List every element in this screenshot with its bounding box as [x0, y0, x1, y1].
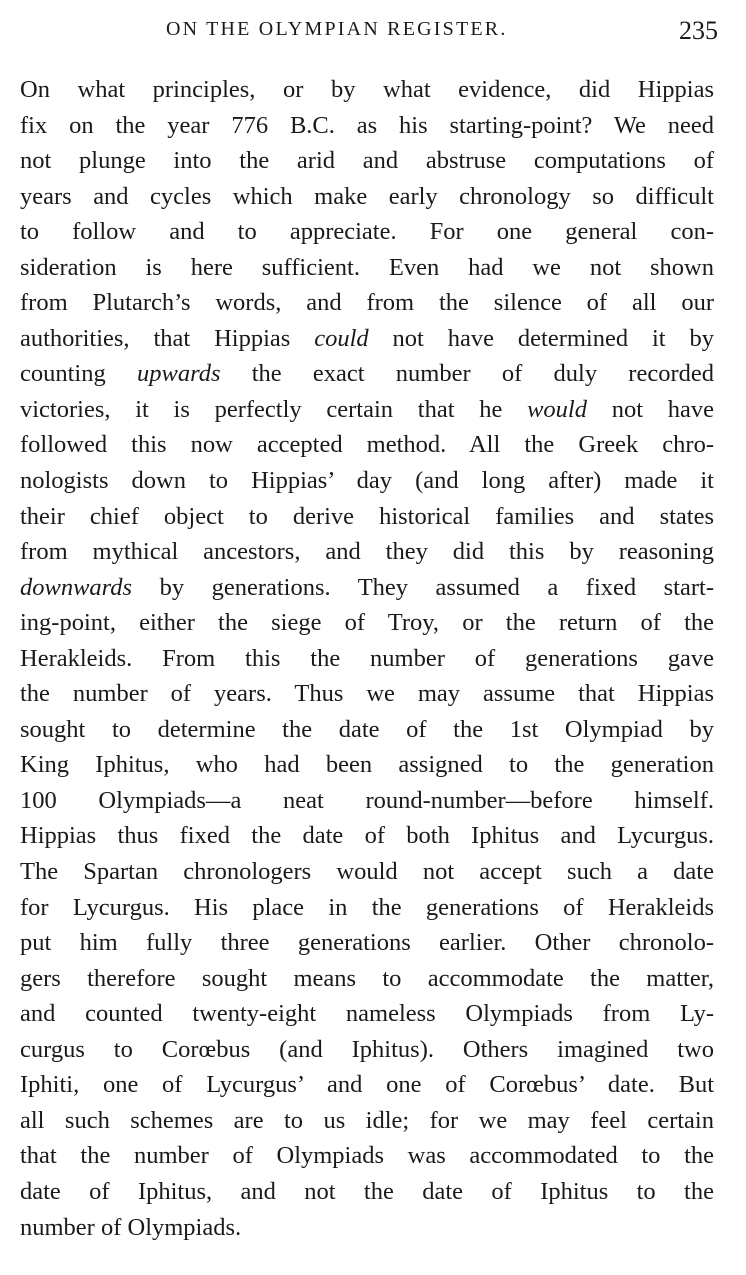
text-line: [20, 214, 714, 250]
text-segment: authorities, that Hippias: [20, 324, 315, 352]
text-line: [20, 854, 714, 890]
text-segment: fix on the year 776 B.C. as his starting-point? We need: [20, 111, 714, 139]
text-line: [20, 285, 714, 321]
text-segment: sought to determine the date of the 1st Olympiad by: [20, 715, 714, 743]
text-line: [20, 250, 714, 286]
text-line: [20, 179, 714, 215]
text-segment: date of Iphitus, and not the date of Iphitus to the: [20, 1177, 714, 1205]
text-segment: curgus to Corœbus (and Iphitus). Others imagined two: [20, 1035, 714, 1063]
text-line: [20, 676, 714, 712]
text-segment: their chief object to derive historical families and states: [20, 502, 714, 530]
text-segment: King Iphitus, who had been assigned to the generation: [20, 751, 714, 779]
text-segment: 100 Olympiads—a neat round-number—before himself.: [20, 786, 714, 814]
text-line: [20, 818, 714, 854]
text-segment: Hippias thus fixed the date of both Iphitus and Lycurgus.: [20, 822, 714, 850]
text-segment: nologists down to Hippias’ day (and long after) made it: [20, 467, 714, 495]
text-segment: The Spartan chronologers would not accept such a date: [20, 858, 714, 886]
text-line: [20, 321, 714, 357]
text-segment: and counted twenty-eight nameless Olympiads from Ly-: [20, 1000, 714, 1028]
text-segment: the number of years. Thus we may assume that Hippias: [20, 680, 714, 708]
text-segment: for Lycurgus. His place in the generations of Herakleids: [20, 893, 714, 921]
text-line: [20, 356, 714, 392]
text-segment: all such schemes are to us idle; for we may feel certain: [20, 1106, 714, 1134]
text-segment: victories, it is perfectly certain that he: [20, 395, 528, 423]
page-header: [20, 10, 718, 50]
text-line: [20, 925, 714, 961]
text-line: [20, 1067, 714, 1103]
italic-word: would: [527, 395, 587, 423]
text-line: [20, 890, 714, 926]
text-segment: not have: [586, 395, 714, 423]
text-segment: from Plutarch’s words, and from the silence of all our: [20, 289, 714, 317]
text-line: [20, 534, 714, 570]
text-line: [20, 747, 714, 783]
text-line: [20, 961, 714, 997]
text-segment: sideration is here sufficient. Even had we not shown: [20, 253, 714, 281]
text-line: [20, 1138, 714, 1174]
text-segment: years and cycles which make early chronology so difficult: [20, 182, 714, 210]
text-segment: put him fully three generations earlier. Other chronolo-: [20, 929, 714, 957]
text-line: [20, 463, 714, 499]
text-segment: On what principles, or by what evidence, did Hippias: [20, 76, 714, 103]
text-line: [20, 996, 714, 1032]
body-paragraph: [20, 72, 714, 1245]
text-line: [20, 1210, 714, 1246]
text-segment: to follow and to appreciate. For one general con-: [20, 218, 714, 246]
text-line: [20, 605, 714, 641]
text-segment: Herakleids. From this the number of generations gave: [20, 644, 714, 672]
text-segment: gers therefore sought means to accommodate the matter,: [20, 964, 714, 992]
text-segment: by generations. They assumed a fixed start-: [132, 573, 714, 601]
text-line: [20, 1174, 714, 1210]
page-number: 235: [679, 16, 718, 45]
italic-word: could: [314, 324, 369, 352]
italic-word: upwards: [136, 360, 221, 388]
text-line: [20, 712, 714, 748]
text-segment: not have determined it by: [368, 324, 715, 352]
text-line: [20, 1032, 714, 1068]
text-line: [20, 72, 714, 108]
running-title: ON THE OLYMPIAN REGISTER.: [166, 18, 508, 40]
text-segment: not plunge into the arid and abstruse computations of: [20, 147, 714, 175]
text-segment: from mythical ancestors, and they did this by reasoning: [20, 538, 714, 566]
text-line: [20, 143, 714, 179]
text-line: [20, 641, 714, 677]
text-segment: number of Olympiads.: [20, 1213, 242, 1241]
text-segment: ing-point, either the siege of Troy, or the return of the: [20, 609, 714, 637]
text-line: [20, 783, 714, 819]
text-segment: followed this now accepted method. All the Greek chro-: [20, 431, 714, 459]
text-line: [20, 570, 714, 606]
text-line: [20, 427, 714, 463]
text-segment: counting: [20, 360, 137, 388]
text-line: [20, 499, 714, 535]
text-segment: Iphiti, one of Lycurgus’ and one of Corœbus’ date. But: [20, 1071, 714, 1099]
text-segment: the exact number of duly recorded: [220, 360, 714, 388]
text-line: [20, 108, 714, 144]
text-line: [20, 392, 714, 428]
italic-word: downwards: [20, 573, 133, 601]
text-segment: that the number of Olympiads was accommodated to the: [20, 1142, 714, 1170]
text-line: [20, 1103, 714, 1139]
